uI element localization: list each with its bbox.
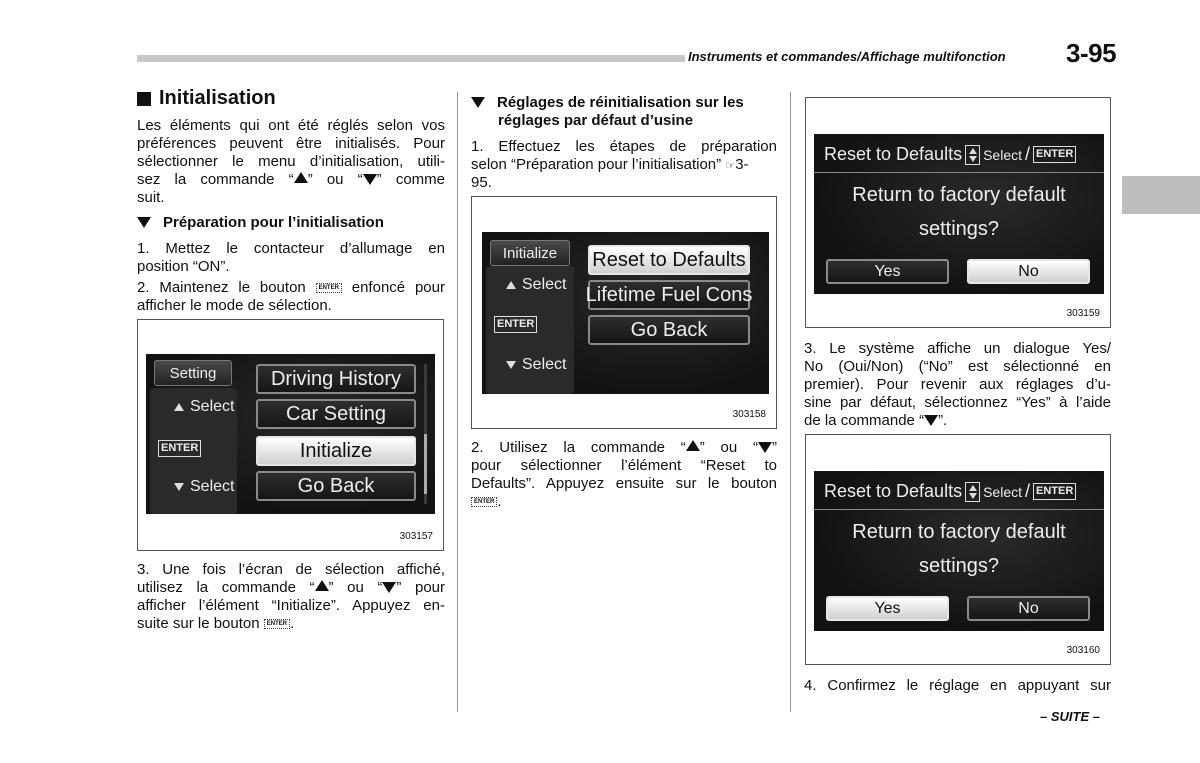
dialog-screen (814, 134, 1104, 294)
down-triangle-icon (137, 217, 151, 228)
column-divider (457, 92, 458, 712)
menu-item-initialize[interactable]: Initialize (256, 436, 416, 466)
figure-303157 (137, 319, 444, 551)
step-line: 2. Maintenez le bouton ENTER enfoncé pour (137, 279, 445, 296)
column-divider (790, 92, 791, 712)
step-line: 1. Mettez le contacteur d’allumage en (137, 240, 445, 257)
menu-item-go-back[interactable]: Go Back (588, 315, 750, 345)
down-arrow-icon (174, 483, 184, 491)
side-tab-initialize: Initialize (490, 240, 570, 266)
dialog-message: settings? (918, 555, 1000, 577)
figure-code: 303160 (1066, 645, 1100, 656)
step-line: 3. Une fois l’écran de sélection affiché, (137, 561, 445, 578)
page-number: 3-95 (1066, 38, 1117, 68)
enter-button-icon: ENTER (471, 497, 497, 507)
step-line: 1. Effectuez les étapes de préparation (471, 138, 777, 155)
step-line: No (Oui/Non) (“No” est sélectionné en (804, 358, 1111, 375)
step-line: 3. Le système affiche un dialogue Yes/ (804, 340, 1111, 357)
dialog-message: Return to factory default (852, 184, 1066, 206)
step-line: selon “Préparation pour l’initialisation” ☞3- (471, 156, 749, 173)
enter-icon: ENTER (1033, 146, 1076, 163)
enter-icon: ENTER (1033, 483, 1076, 500)
step-line: utilisez la commande “ ” ou “ ” pour (137, 579, 446, 596)
figure-303159 (805, 97, 1111, 328)
down-arrow-icon (924, 415, 938, 426)
running-header: Instruments et commandes/Affichage multifonction (688, 49, 1006, 64)
continued-marker: – SUITE – (1040, 709, 1100, 724)
chapter-thumb-tab (1122, 176, 1200, 214)
step-line: premier). Pour revenir aux réglages d’u- (804, 376, 1111, 393)
up-arrow-icon (294, 172, 308, 183)
side-select-down: Select (506, 356, 566, 374)
dialog-message: settings? (918, 218, 1000, 240)
down-triangle-icon (471, 97, 485, 108)
enter-icon: ENTER (158, 440, 201, 457)
step-line: suite sur le bouton ENTER . (137, 615, 295, 632)
step-line: pour sélectionner l’élément “Reset to (471, 457, 777, 474)
menu-item-driving-history[interactable]: Driving History (256, 364, 416, 394)
dialog-screen (814, 471, 1104, 631)
scrollbar-thumb (424, 434, 427, 494)
dialog-divider (814, 509, 1104, 510)
dialog-header: Reset to Defaults Select / ENTER (824, 481, 1076, 502)
step-line: afficher l’élément “Initialize”. Appuyez en- (137, 597, 445, 614)
enter-button-icon: ENTER (316, 283, 342, 293)
side-tab-setting: Setting (154, 360, 232, 386)
no-button[interactable]: No (967, 259, 1090, 284)
section-square-icon (137, 92, 151, 106)
figure-303158 (471, 196, 777, 429)
dialog-divider (814, 172, 1104, 173)
section-title-text: Initialisation (159, 87, 276, 109)
page-reference-icon: ☞ (725, 160, 736, 172)
dialog-header: Reset to Defaults Select / ENTER (824, 144, 1076, 165)
down-arrow-icon (506, 361, 516, 369)
yes-button[interactable]: Yes (826, 596, 949, 621)
step-line: 2. Utilisez la commande “ ” ou “ ” (471, 439, 777, 456)
step-line: Defaults”. Appuyez ensuite sur le bouton (471, 475, 777, 492)
up-down-icon (965, 482, 980, 502)
side-select-up: Select (174, 398, 234, 416)
display-screen (146, 354, 435, 514)
subsection-title: Réglages de réinitialisation sur les (471, 94, 744, 112)
step-line: ENTER . (471, 493, 502, 511)
subsection-title-cont: réglages par défaut d’usine (498, 112, 694, 129)
menu-item-reset-to-defaults[interactable]: Reset to Defaults (588, 245, 750, 275)
no-button[interactable]: No (967, 596, 1090, 621)
up-arrow-icon (686, 440, 700, 451)
step-line: position “ON”. (137, 258, 230, 275)
intro-line: sez la commande “ ” ou “ ” comme (137, 171, 445, 188)
side-select-down: Select (174, 478, 234, 496)
side-select-up: Select (506, 276, 566, 294)
display-screen (482, 232, 769, 394)
section-title (137, 87, 276, 110)
intro-line: suit. (137, 189, 165, 206)
up-arrow-icon (315, 580, 329, 591)
figure-303160 (805, 434, 1111, 665)
up-arrow-icon (174, 403, 184, 411)
intro-line: préférences peuvent être initialisés. Pour (137, 135, 445, 152)
down-arrow-icon (363, 174, 377, 185)
down-arrow-icon (758, 442, 772, 453)
step-line: 4. Confirmez le réglage en appuyant sur (804, 677, 1111, 694)
up-down-icon (965, 145, 980, 165)
dialog-message: Return to factory default (852, 521, 1066, 543)
intro-line: sélectionner le menu d’initialisation, utili- (137, 153, 445, 170)
enter-button-icon: ENTER (264, 619, 290, 629)
figure-code: 303159 (1066, 308, 1100, 319)
up-arrow-icon (506, 281, 516, 289)
subsection-title: Préparation pour l’initialisation (137, 214, 384, 232)
enter-icon: ENTER (494, 316, 537, 333)
step-line: sine par défaut, sélectionnez “Yes” à l’aide (804, 394, 1111, 411)
intro-line: Les éléments qui ont été réglés selon vos (137, 117, 445, 134)
figure-code: 303157 (399, 531, 433, 542)
step-line: afficher le mode de sélection. (137, 297, 332, 314)
figure-code: 303158 (732, 409, 766, 420)
yes-button[interactable]: Yes (826, 259, 949, 284)
menu-item-lifetime-fuel-cons[interactable]: Lifetime Fuel Cons (588, 280, 750, 310)
menu-item-go-back[interactable]: Go Back (256, 471, 416, 501)
menu-item-car-setting[interactable]: Car Setting (256, 399, 416, 429)
step-line: de la commande “ ”. (804, 412, 948, 429)
down-arrow-icon (382, 582, 396, 593)
header-rule (137, 55, 685, 62)
step-line: 95. (471, 174, 492, 191)
